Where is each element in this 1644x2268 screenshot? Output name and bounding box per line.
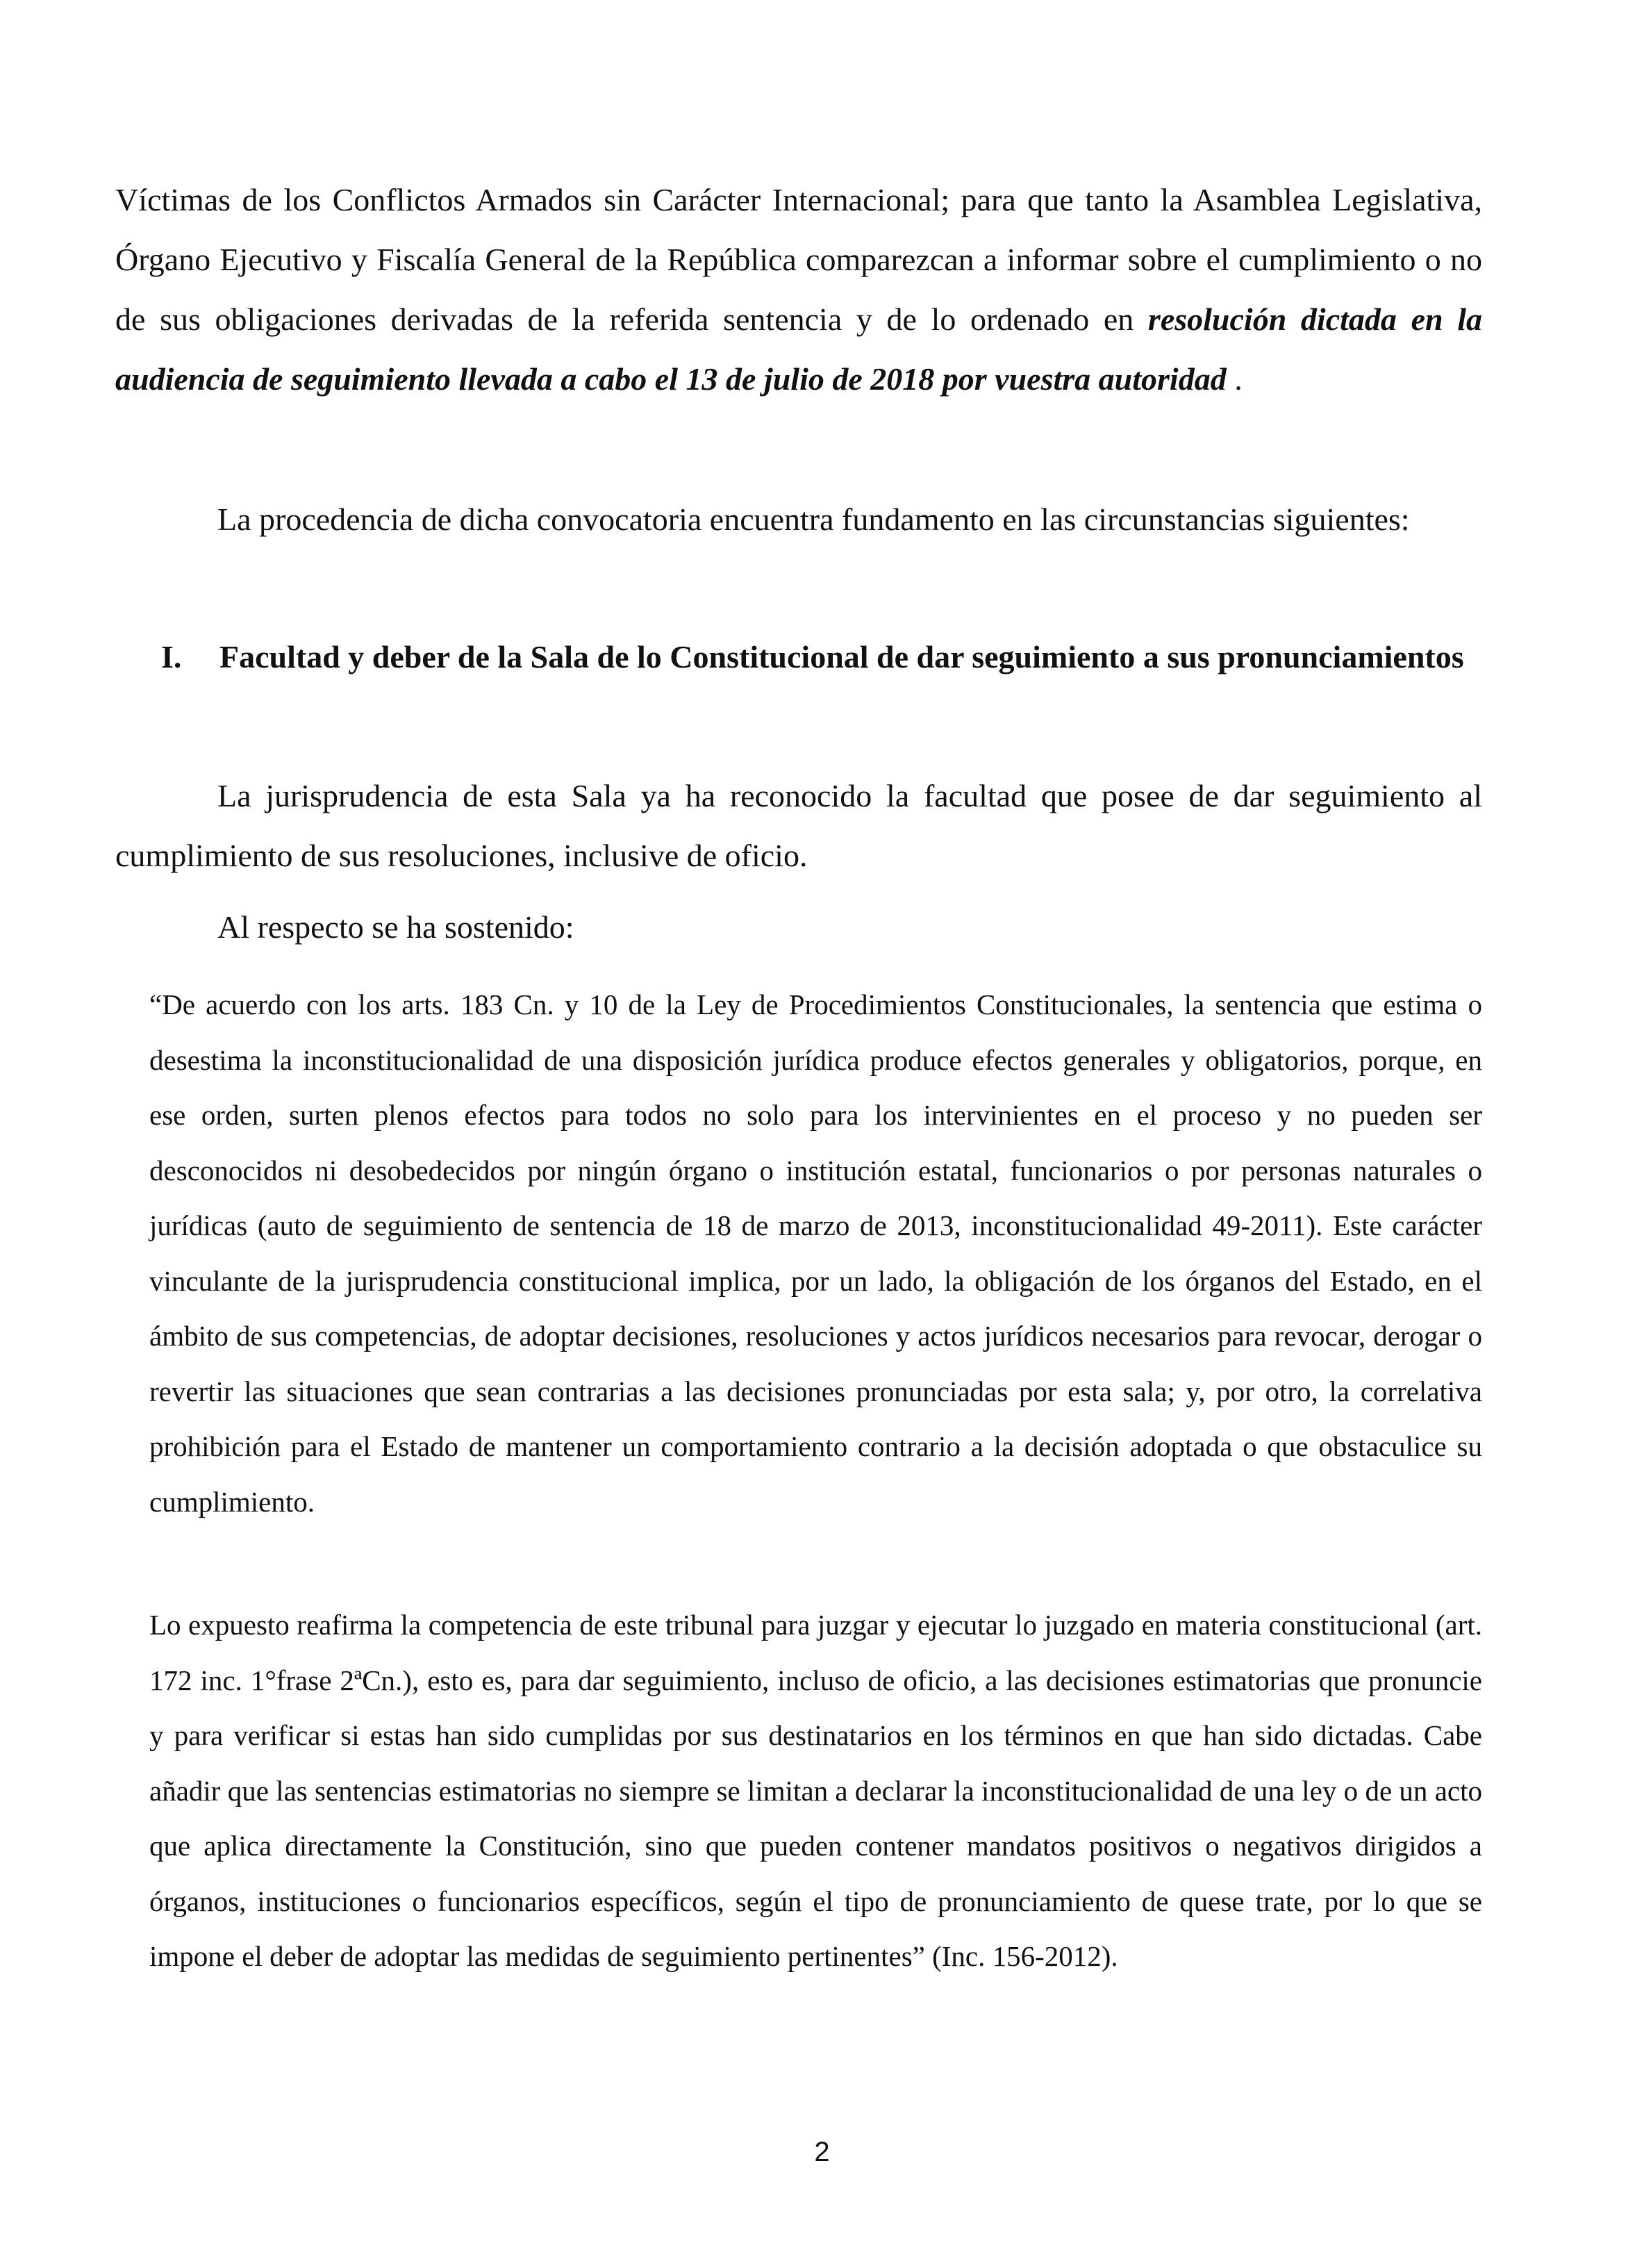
paragraph-jurisprudencia: La jurisprudencia de esta Sala ya ha reconocido la facultad que posee de dar seguimiento al cumplimiento de sus resoluciones, inclusive de oficio. [115, 778, 1482, 873]
block-quote-paragraph: Lo expuesto reafirma la competencia de este tribunal para juzgar y ejecutar lo juzgado en materia constitucional (art. 172 inc. 1°frase 2ªCn.), esto es, para dar seguimiento, incluso de oficio, a las decisiones estimatorias que pronuncie y para verificar si estas han sido cumplidas por sus destinatarios en los términos en que han sido dictadas. Cabe añadir que las sentencias estimatorias no siempre se limitan a declarar la inconstitucionalidad de una ley o de un acto que aplica directamente la Constitución, sino que pueden contener mandatos positivos o negativos dirigidos a órganos, instituciones o funcionarios específicos, según el tipo de pronunciamiento de quese trate, por lo que se impone el deber de adoptar las medidas de seguimiento pertinentes” (Inc. 156-2012). [149, 1609, 1482, 1972]
emphasized-resolution-reference: resolución dictada en la audiencia de seguimiento llevada a cabo el 13 de julio de 2018 por vuestra autoridad [115, 301, 1482, 397]
paragraph-convocatoria [115, 170, 1482, 409]
paragraph-procedencia: La procedencia de dicha convocatoria encuentra fundamento en las circunstancias siguientes: [217, 502, 1410, 537]
section-number: I. [161, 639, 182, 674]
block-quote-paragraph: “De acuerdo con los arts. 183 Cn. y 10 de la Ley de Procedimientos Constitucionales, la sentencia que estima o desestima la inconstitucionalidad de una disposición jurídica produce efectos generales y obligatorios, porque, en ese orden, surten plenos efectos para todos no solo para los intervinientes en el proceso y no pueden ser desconocidos ni desobedecidos por ningún órgano o institución estatal, funcionarios o por personas naturales o jurídicas (auto de seguimiento de sentencia de 18 de marzo de 2013, inconstitucionalidad 49-2011). Este carácter vinculante de la jurisprudencia constitucional implica, por un lado, la obligación de los órganos del Estado, en el ámbito de sus competencias, de adoptar decisiones, resoluciones y actos jurídicos necesarios para revocar, derogar o revertir las situaciones que sean contrarias a las decisiones pronunciadas por esta sala; y, por otro, la correlativa prohibición para el Estado de mantener un comportamiento contrario a la decisión adoptada o que obstaculice su cumplimiento. [149, 988, 1482, 1518]
page-number: 2 [814, 2137, 830, 2167]
section-title: Facultad y deber de la Sala de lo Constitucional de dar seguimiento a sus pronunciamientos [219, 639, 1464, 674]
paragraph-text: Víctimas de los Conflictos Armados sin Carácter Internacional; para que tanto la Asamblea Legislativa, Órgano Ejecutivo y Fiscalía General de la República comparezcan a informar sobre el cumplimiento o no de sus obligaciones derivadas de la referida sentencia y de lo ordenado en [115, 182, 1482, 337]
paragraph-al-respecto: Al respecto se ha sostenido: [217, 909, 574, 945]
paragraph-text-end: . [1226, 361, 1243, 397]
section-heading [161, 627, 1482, 687]
